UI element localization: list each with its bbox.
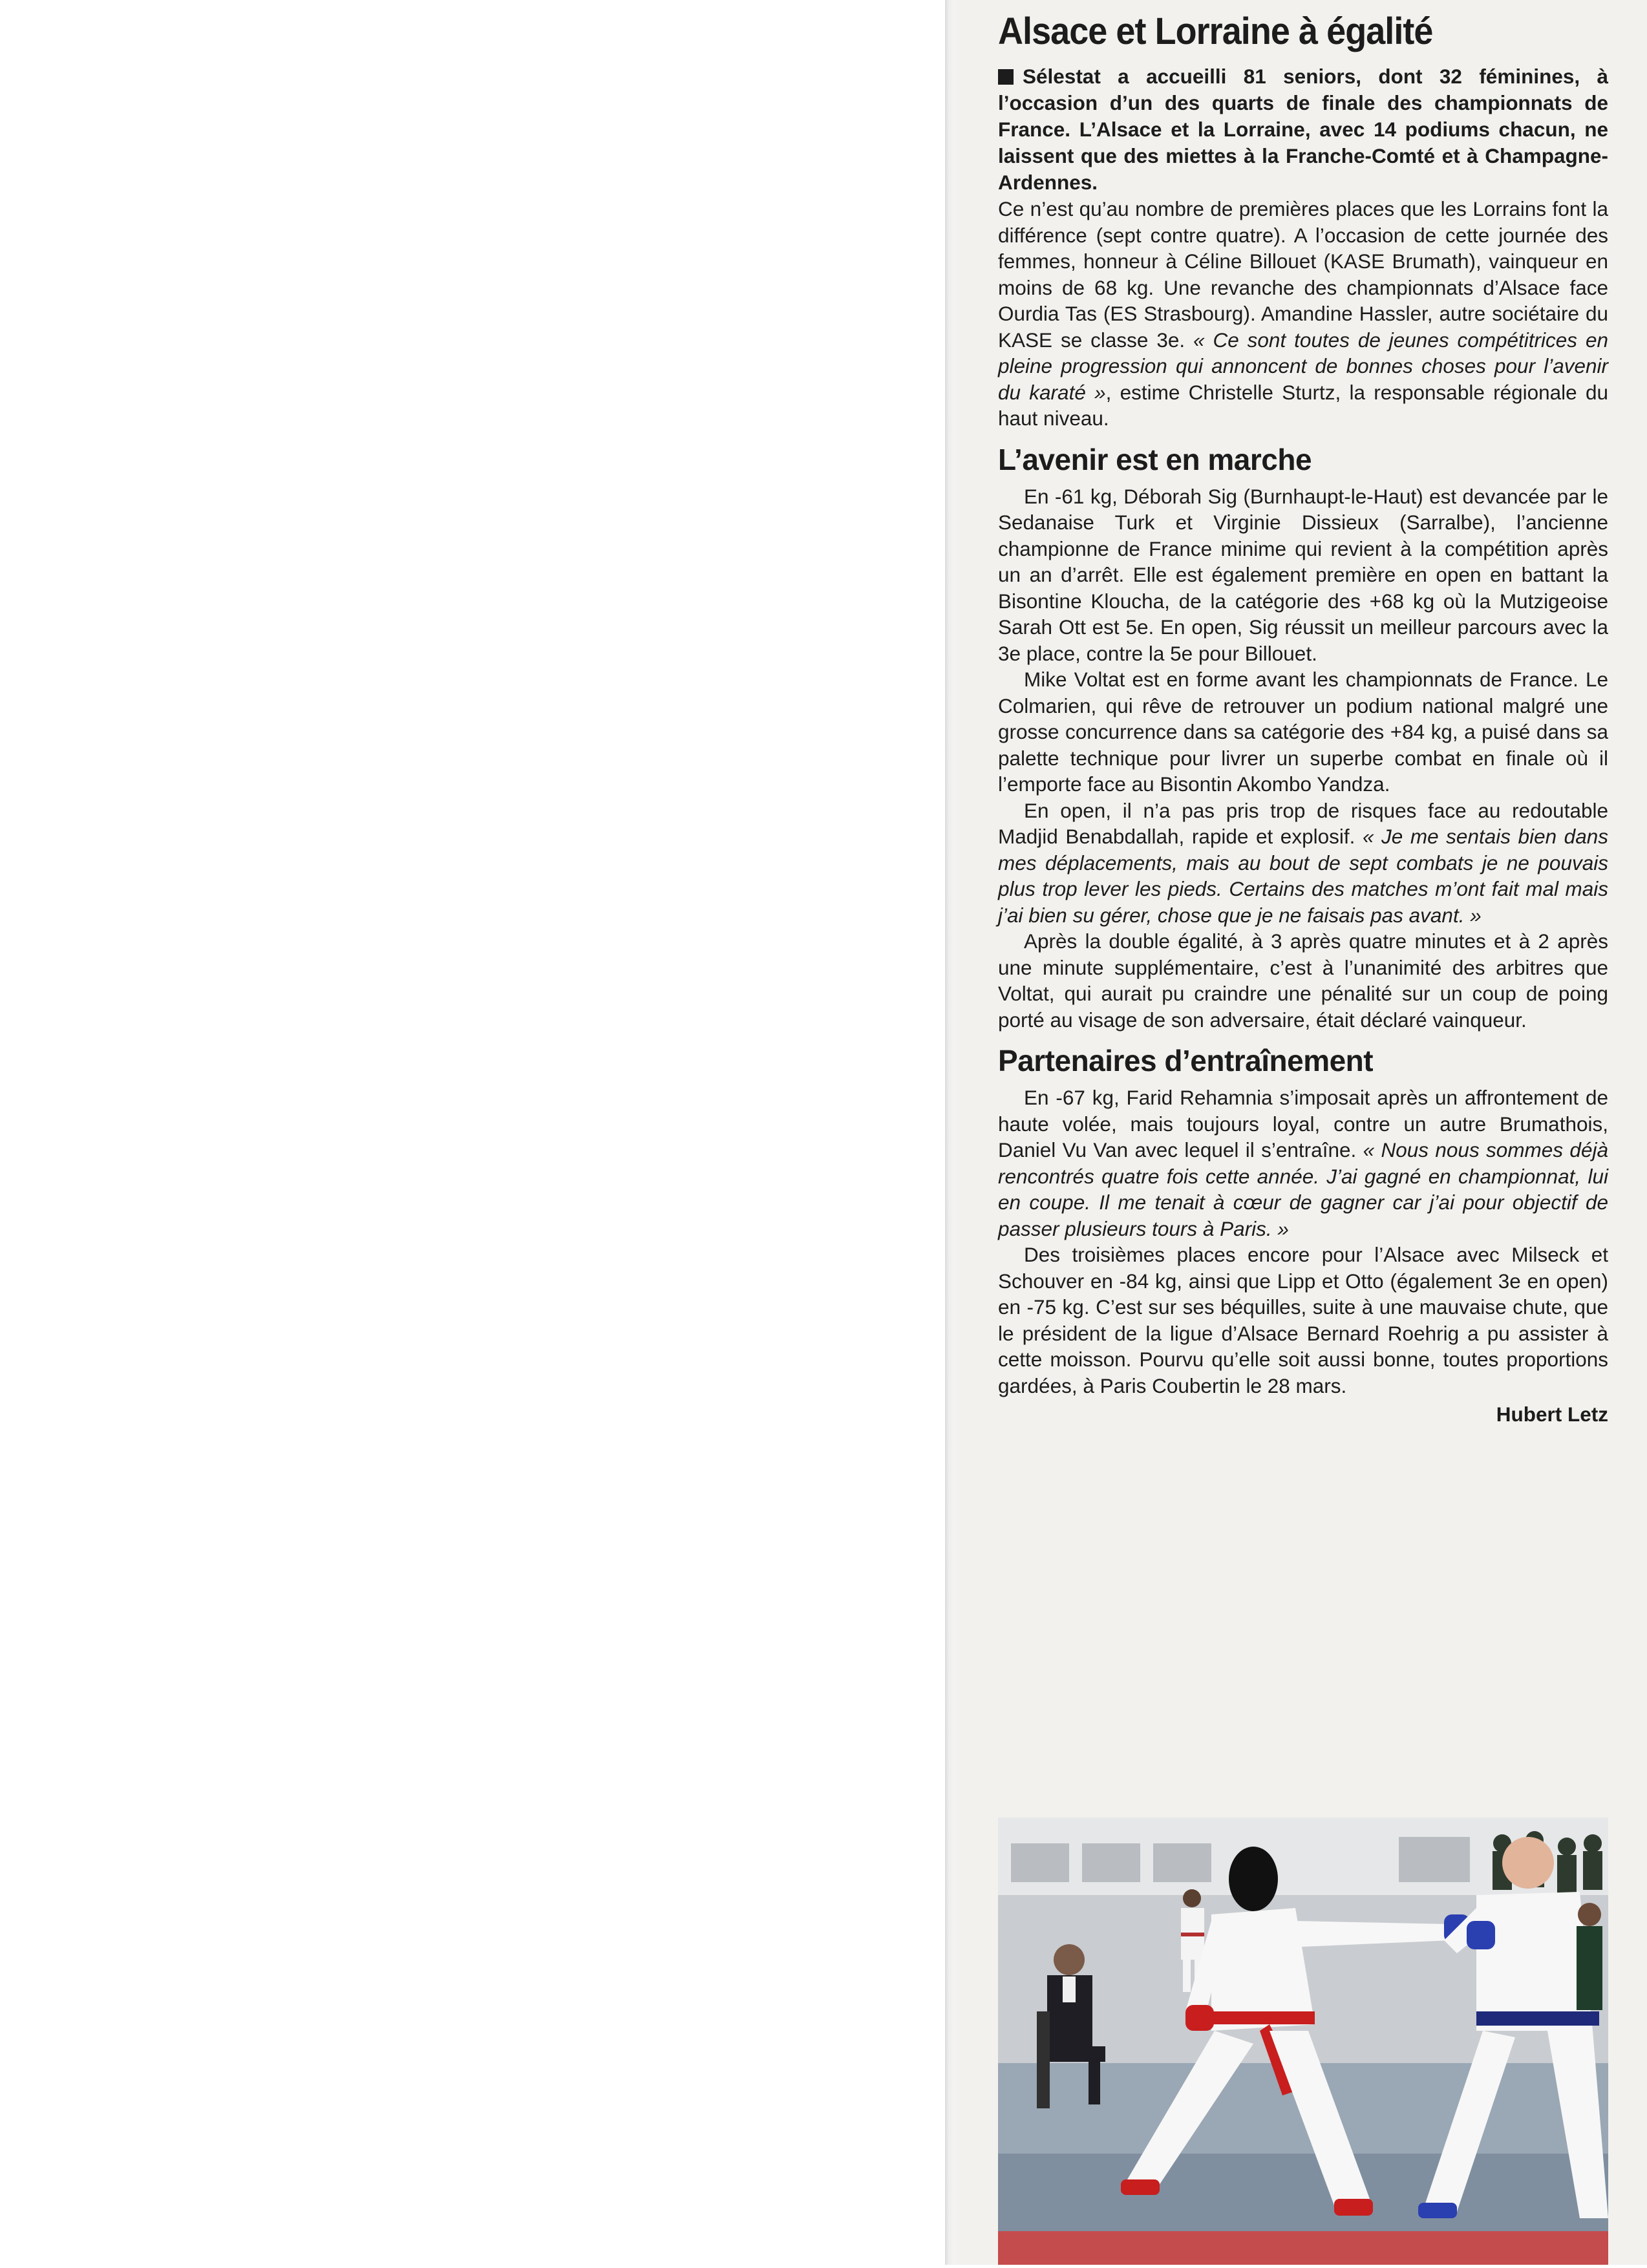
paragraph-6 (998, 1085, 1608, 1242)
paragraph-1 (998, 196, 1608, 432)
paragraph-7: Des troisièmes places encore pour l’Alsace avec Milseck et Schouver en -84 kg, ainsi que Lipp et Otto (également 3e en open) en -75 kg. C’est sur ses béquilles, suite à une mauvaise chute, que le président de la ligue d’Alsace Bernard Roehrig a pu assister à cette moisson. Pourvu qu’elle soit aussi bonne, toutes proportions gardées, à Paris Coubertin le 28 mars. (998, 1243, 1608, 1397)
page-fold (945, 0, 955, 2265)
paragraph-6-quote: « Nous nous sommes déjà rencontrés quatre fois cette année. J’ai gagné en championnat, lui en coupe. Il me tenait à cœur de gagner car j’ai pour objectif de passer plusieurs tours à Paris. » (998, 1138, 1608, 1240)
article-lead (998, 63, 1608, 196)
author-byline: Hubert Letz (1496, 1403, 1608, 1426)
paragraph-1-text: Ce n’est qu’au nombre de premières places que les Lorrains font la différence (sept contre quatre). A l’occasion de cette journée des femmes, honneur à Céline Billouet (KASE Brumath), vainqueur en moins de 68 kg. Une revanche des championnats d’Alsace face Ourdia Tas (ES Strasbourg). Amandine Hassler, autre sociétaire du KASE se classe 3e. (998, 197, 1608, 352)
paragraph-1-end: , estime Christelle Sturtz, la responsable régionale du haut niveau. (998, 380, 1608, 430)
karate-match-illustration (998, 1818, 1608, 2265)
subheading-2: Partenaires d’entraînement (998, 1044, 1374, 1077)
paragraph-4 (998, 798, 1608, 929)
subheading-1: L’avenir est en marche (998, 442, 1312, 476)
karate-photo (998, 1818, 1608, 2265)
paragraph-3: Mike Voltat est en forme avant les championnats de France. Le Colmarien, qui rêve de retrouver un podium national malgré une grosse concurrence dans sa catégorie des +84 kg, a puisé dans sa palette technique pour livrer un superbe combat en finale où il l’emporte face au Bisontin Akombo Yandza. (998, 668, 1608, 796)
article-title: Alsace et Lorraine à égalité (998, 10, 1433, 52)
bullet-square-icon (998, 69, 1014, 85)
paragraph-4-text: En open, il n’a pas pris trop de risques face au redoutable Madjid Benabdallah, rapide et explosif. (998, 798, 1608, 848)
lead-text: Sélestat a accueilli 81 seniors, dont 32 féminines, à l’occasion d’un des quarts de finale des championnats de France. L’Alsace et la Lorraine, avec 14 podiums chacun, ne laissent que des miettes à la Franche-Comté et à Champagne-Ardennes. (998, 65, 1608, 194)
paragraph-4-quote: « Je me sentais bien dans mes déplacements, mais au bout de sept combats je ne pouvais plus trop lever les pieds. Certains des matches m’ont fait mal mais j’ai bien su gérer, chose que je ne faisais pas avant. » (998, 825, 1608, 927)
paragraph-5: Après la double égalité, à 3 après quatre minutes et à 2 après une minute supplémentaire, c’est à l’unanimité des arbitres que Voltat, qui aurait pu craindre une pénalité sur un coup de poing porté au visage de son adversaire, était déclaré vainqueur. (998, 929, 1608, 1032)
paragraph-1-quote: « Ce sont toutes de jeunes compétitrices en pleine progression qui annoncent de bonnes choses pour l’avenir du karaté » (998, 328, 1609, 404)
article-column (998, 9, 1608, 1427)
paragraph-2: En -61 kg, Déborah Sig (Burnhaupt-le-Haut) est devancée par le Sedanaise Turk et Virginie Dissieux (Sarralbe), l’ancienne championne de France minime qui revient à la compétition après un an d’arrêt. Elle est également première en open en battant la Bisontine Kloucha, de la catégorie des +68 kg où la Mutzigeoise Sarah Ott est 5e. En open, Sig réussit un meilleur parcours avec la 3e place, contre la 5e pour Billouet. (998, 484, 1608, 665)
paragraph-6-text: En -67 kg, Farid Rehamnia s’imposait après un affrontement de haute volée, mais toujours loyal, contre un autre Brumathois, Daniel Vu Van avec lequel il s’entraîne. (998, 1086, 1608, 1161)
